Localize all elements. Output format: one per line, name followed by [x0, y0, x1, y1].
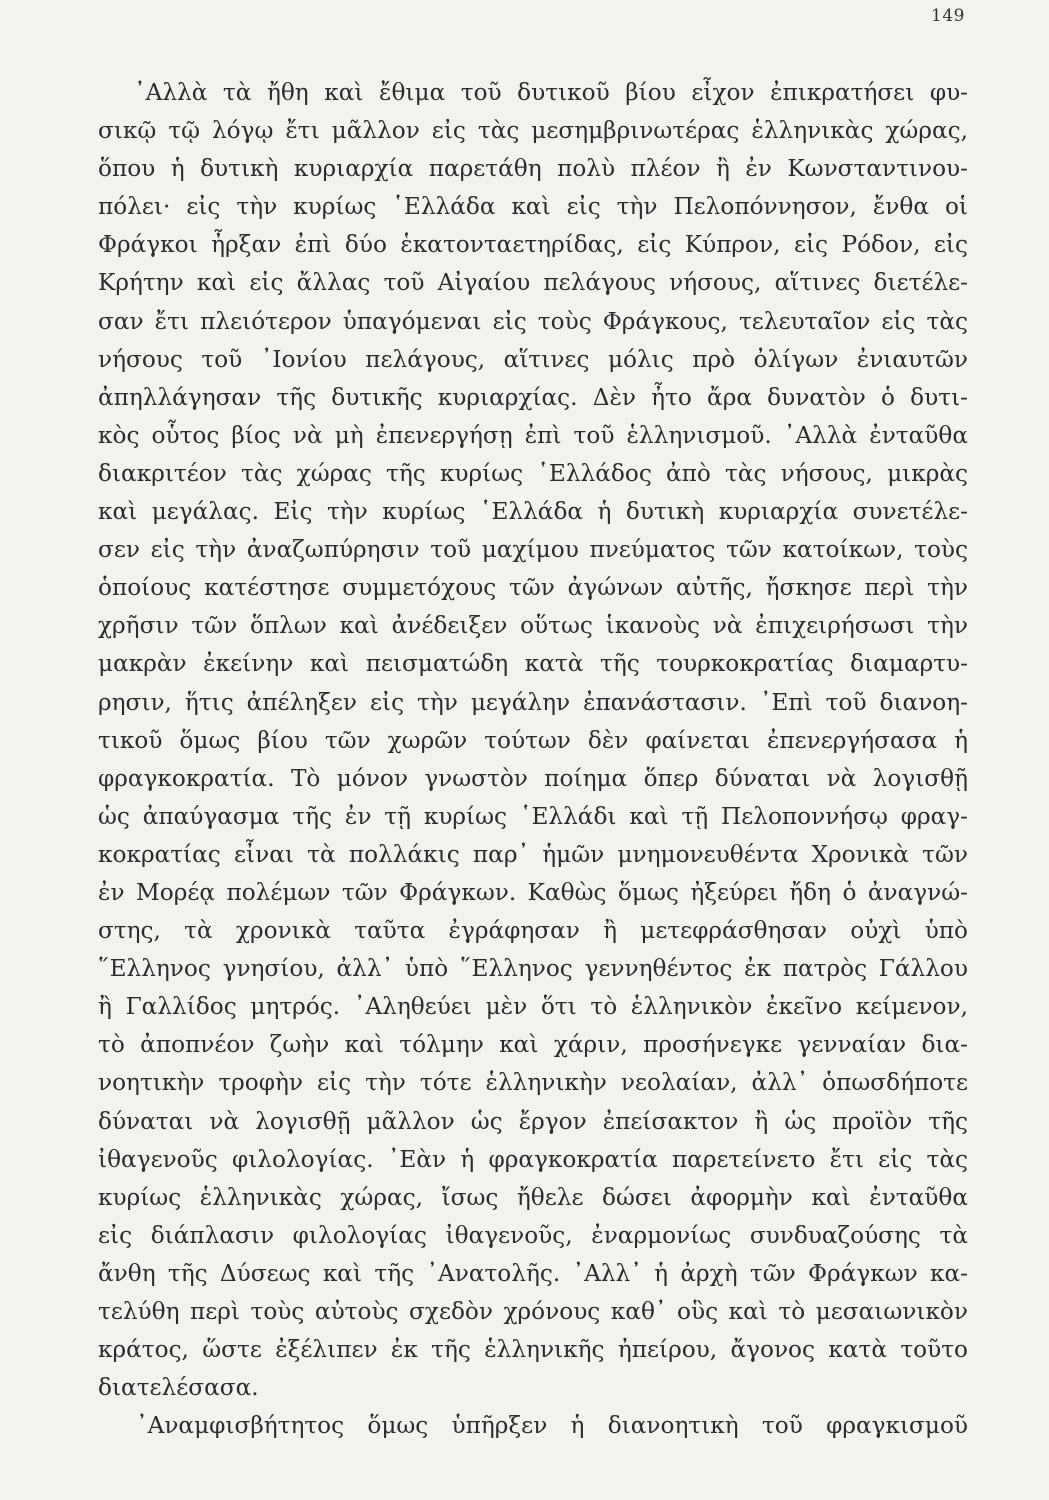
text-line: κὸς οὗτος βίος νὰ μὴ ἐπενεργήσῃ ἐπὶ τοῦ ἑλληνισμοῦ. ᾿Αλλὰ ἐνταῦθα: [98, 421, 968, 449]
text-line: κοκρατίας εἶναι τὰ πολλάκις παρ᾿ ἡμῶν μνημονευθέντα Χρονικὰ τῶν: [98, 840, 968, 868]
text-line: ῞Ελληνος γνησίου, ἀλλ᾿ ὑπὸ ῞Ελληνος γεννηθέντος ἐκ πατρὸς Γάλλου: [98, 955, 968, 983]
text-line: ἰθαγενοῦς φιλολογίας. ᾿Εὰν ἡ φραγκοκρατία παρετείνετο ἔτι εἰς τὰς: [98, 1145, 968, 1173]
text-line: φραγκοκρατία. Τὸ μόνον γνωστὸν ποίημα ὅπερ δύναται νὰ λογισθῇ: [98, 764, 968, 792]
text-line: κυρίως ἑλληνικὰς χώρας, ἴσως ἤθελε δώσει ἀφορμὴν καὶ ἐνταῦθα: [98, 1183, 968, 1211]
text-line: διατελέσασα.: [98, 1374, 259, 1402]
text-line: τὸ ἀποπνέον ζωὴν καὶ τόλμην καὶ χάριν, προσήνεγκε γενναίαν δια-: [98, 1031, 968, 1059]
text-line: ἄνθη τῆς Δύσεως καὶ τῆς ᾿Ανατολῆς. ᾿Αλλ᾿ ἡ ἀρχὴ τῶν Φράγκων κα-: [98, 1259, 968, 1287]
text-line: κράτος, ὥστε ἐξέλιπεν ἐκ τῆς ἑλληνικῆς ἠπείρου, ἄγονος κατὰ τοῦτο: [98, 1336, 968, 1364]
text-line: ὅπου ἡ δυτικὴ κυριαρχία παρετάθη πολὺ πλέον ἢ ἐν Κωνσταντινου-: [98, 155, 968, 183]
text-line: πόλει· εἰς τὴν κυρίως ῾Ελλάδα καὶ εἰς τὴν Πελοπόννησον, ἔνθα οἱ: [98, 193, 968, 221]
text-line: ὡς ἀπαύγασμα τῆς ἐν τῇ κυρίως ῾Ελλάδι καὶ τῇ Πελοποννήσῳ φραγ-: [98, 802, 968, 830]
text-line: εἰς διάπλασιν φιλολογίας ἰθαγενοῦς, ἐναρμονίως συνδυαζούσης τὰ: [98, 1221, 968, 1249]
text-line: ἢ Γαλλίδος μητρός. ᾿Αληθεύει μὲν ὅτι τὸ ἑλληνικὸν ἐκεῖνο κείμενον,: [98, 993, 968, 1021]
text-line: ᾿Αλλὰ τὰ ἤθη καὶ ἔθιμα τοῦ δυτικοῦ βίου εἶχον ἐπικρατήσει φυ-: [134, 79, 968, 106]
text-line: ἐν Μορέᾳ πολέμων τῶν Φράγκων. Καθὼς ὅμως ἠξεύρει ἤδη ὁ ἀναγνώ-: [98, 878, 968, 906]
text-line: σικῷ τῷ λόγῳ ἔτι μᾶλλον εἰς τὰς μεσημβρινωτέρας ἑλληνικὰς χώρας,: [98, 117, 968, 145]
text-line: σαν ἔτι πλειότερον ὑπαγόμεναι εἰς τοὺς Φράγκους, τελευταῖον εἰς τὰς: [98, 307, 968, 335]
text-line: ἀπηλλάγησαν τῆς δυτικῆς κυριαρχίας. Δὲν ἦτο ἄρα δυνατὸν ὁ δυτι-: [98, 383, 968, 411]
text-line: μακρὰν ἐκείνην καὶ πεισματώδη κατὰ τῆς τουρκοκρατίας διαμαρτυ-: [98, 650, 968, 678]
text-line: διακριτέον τὰς χώρας τῆς κυρίως ῾Ελλάδος ἀπὸ τὰς νήσους, μικρὰς: [98, 459, 968, 487]
text-line: σεν εἰς τὴν ἀναζωπύρησιν τοῦ μαχίμου πνεύματος τῶν κατοίκων, τοὺς: [98, 536, 968, 564]
text-line: ᾿Αναμφισβήτητος ὅμως ὑπῆρξεν ἡ διανοητικὴ τοῦ φραγκισμοῦ: [136, 1412, 968, 1440]
text-line: ρησιν, ἥτις ἀπέληξεν εἰς τὴν μεγάλην ἐπανάστασιν. ᾿Επὶ τοῦ διανοη-: [98, 688, 968, 716]
text-line: δύναται νὰ λογισθῇ μᾶλλον ὡς ἔργον ἐπείσακτον ἢ ὡς προϊὸν τῆς: [98, 1107, 968, 1135]
page-number: 149: [931, 6, 965, 26]
text-line: ὁποίους κατέστησε συμμετόχους τῶν ἀγώνων αὐτῆς, ἤσκησε περὶ τὴν: [98, 574, 968, 602]
text-line: Φράγκοι ἦρξαν ἐπὶ δύο ἑκατονταετηρίδας, εἰς Κύπρον, εἰς Ρόδον, εἰς: [98, 231, 968, 259]
text-line: καὶ μεγάλας. Εἰς τὴν κυρίως ῾Ελλάδα ἡ δυτικὴ κυριαρχία συνετέλε-: [98, 498, 968, 526]
text-line: Κρήτην καὶ εἰς ἄλλας τοῦ Αἰγαίου πελάγους νήσους, αἵτινες διετέλε-: [98, 269, 968, 297]
text-line: νήσους τοῦ ᾿Ιονίου πελάγους, αἵτινες μόλις πρὸ ὀλίγων ἐνιαυτῶν: [98, 345, 968, 373]
text-line: νοητικὴν τροφὴν εἰς τὴν τότε ἑλληνικὴν νεολαίαν, ἀλλ᾿ ὁπωσδήποτε: [98, 1069, 968, 1097]
body-text: [98, 74, 968, 1445]
text-line: τελύθη περὶ τοὺς αὐτοὺς σχεδὸν χρόνους καθ᾿ οὓς καὶ τὸ μεσαιωνικὸν: [98, 1298, 968, 1325]
text-line: στης, τὰ χρονικὰ ταῦτα ἐγράφησαν ἢ μετεφράσθησαν οὐχὶ ὑπὸ: [98, 917, 968, 945]
text-line: τικοῦ ὅμως βίου τῶν χωρῶν τούτων δὲν φαίνεται ἐπενεργήσασα ἡ: [98, 726, 968, 754]
text-line: χρῆσιν τῶν ὅπλων καὶ ἀνέδειξεν οὕτως ἱκανοὺς νὰ ἐπιχειρήσωσι τὴν: [98, 612, 968, 640]
